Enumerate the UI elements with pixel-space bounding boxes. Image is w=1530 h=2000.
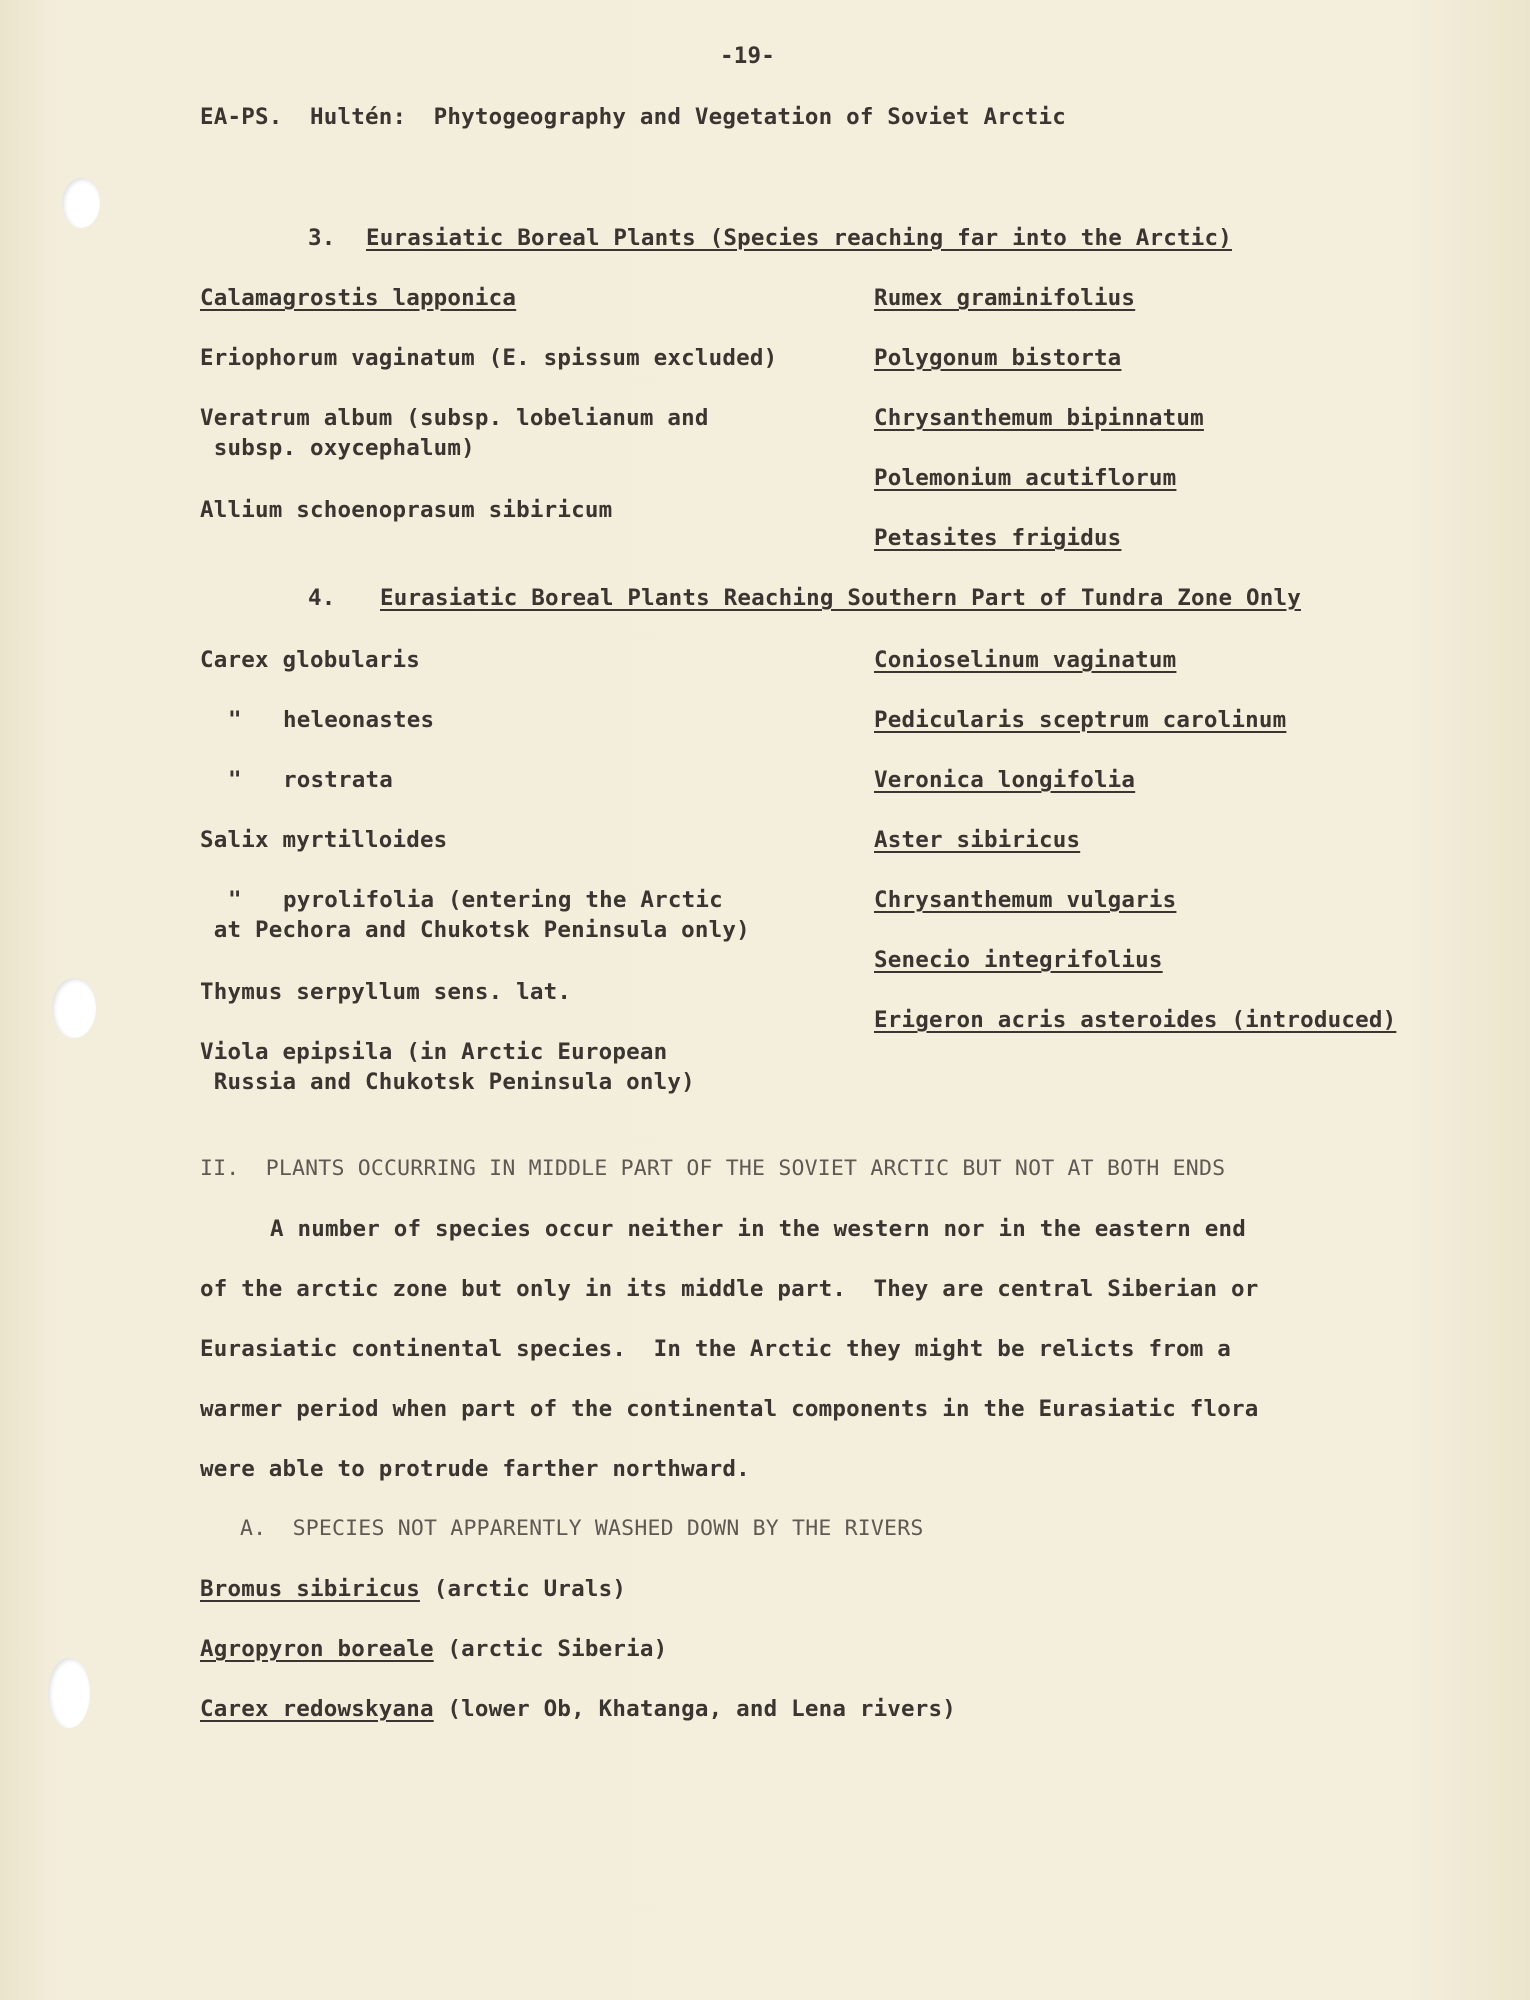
species-right: Chrysanthemum bipinnatum [874, 405, 1204, 431]
species-right: Pedicularis sceptrum carolinum [874, 707, 1287, 733]
document-header: EA-PS. Hultén: Phytogeography and Vegetation of Soviet Arctic [200, 104, 1067, 130]
species-note: (arctic Urals) [419, 1576, 627, 1602]
species-name: Agropyron boreale [200, 1636, 434, 1662]
section-3-number: 3. [308, 225, 336, 251]
species-item [200, 1575, 626, 1603]
species-left: Allium schoenoprasum sibiricum [200, 497, 613, 523]
species-left: Calamagrostis lapponica [200, 285, 517, 311]
species-left: " rostrata [228, 767, 393, 793]
species-right: Senecio integrifolius [874, 947, 1163, 973]
section-II-heading: II. PLANTS OCCURRING IN MIDDLE PART OF THE SOVIET ARCTIC BUT NOT AT BOTH ENDS [200, 1156, 1226, 1181]
species-right: Rumex graminifolius [874, 285, 1136, 311]
paragraph-line: Eurasiatic continental species. In the Arctic they might be relicts from a [200, 1336, 1231, 1362]
section-4-heading: Eurasiatic Boreal Plants Reaching Southern Part of Tundra Zone Only [380, 585, 1301, 611]
punch-hole-top [62, 178, 100, 228]
paragraph-line: were able to protrude farther northward. [200, 1456, 750, 1482]
species-right: Chrysanthemum vulgaris [874, 887, 1177, 913]
species-left: Salix myrtilloides [200, 827, 448, 853]
species-right: Veronica longifolia [874, 767, 1136, 793]
paragraph-line: of the arctic zone but only in its middle part. They are central Siberian or [200, 1276, 1259, 1302]
species-left: at Pechora and Chukotsk Peninsula only) [200, 917, 750, 943]
species-left: Viola epipsila (in Arctic European [200, 1039, 668, 1065]
species-right: Erigeron acris asteroides (introduced) [874, 1007, 1397, 1033]
species-left: subsp. oxycephalum) [200, 435, 475, 461]
species-left: Russia and Chukotsk Peninsula only) [200, 1069, 695, 1095]
species-name: Bromus sibiricus [200, 1576, 420, 1602]
species-left: Eriophorum vaginatum (E. spissum excluded) [200, 345, 778, 371]
species-right: Polemonium acutiflorum [874, 465, 1177, 491]
section-3-heading: Eurasiatic Boreal Plants (Species reaching far into the Arctic) [366, 225, 1233, 251]
species-left: Carex globularis [200, 647, 420, 673]
species-right: Polygonum bistorta [874, 345, 1122, 371]
section-II-subheading: A. SPECIES NOT APPARENTLY WASHED DOWN BY THE RIVERS [240, 1516, 924, 1541]
species-right: Conioselinum vaginatum [874, 647, 1177, 673]
species-right: Petasites frigidus [874, 525, 1122, 551]
paragraph-line: A number of species occur neither in the western nor in the eastern end [270, 1216, 1246, 1242]
species-item [200, 1635, 667, 1663]
species-left: Thymus serpyllum sens. lat. [200, 979, 572, 1005]
species-left: " pyrolifolia (entering the Arctic [228, 887, 723, 913]
species-left: Veratrum album (subsp. lobelianum and [200, 405, 709, 431]
species-item [200, 1695, 956, 1723]
punch-hole-middle [52, 978, 96, 1038]
species-right: Aster sibiricus [874, 827, 1081, 853]
species-note: (arctic Siberia) [433, 1636, 668, 1662]
section-4-number: 4. [308, 585, 336, 611]
species-name: Carex redowskyana [200, 1696, 434, 1722]
punch-hole-bottom [48, 1658, 90, 1728]
paragraph-line: warmer period when part of the continental components in the Eurasiatic flora [200, 1396, 1259, 1422]
page-number: -19- [720, 43, 775, 69]
species-left: " heleonastes [228, 707, 435, 733]
species-note: (lower Ob, Khatanga, and Lena rivers) [433, 1696, 957, 1722]
